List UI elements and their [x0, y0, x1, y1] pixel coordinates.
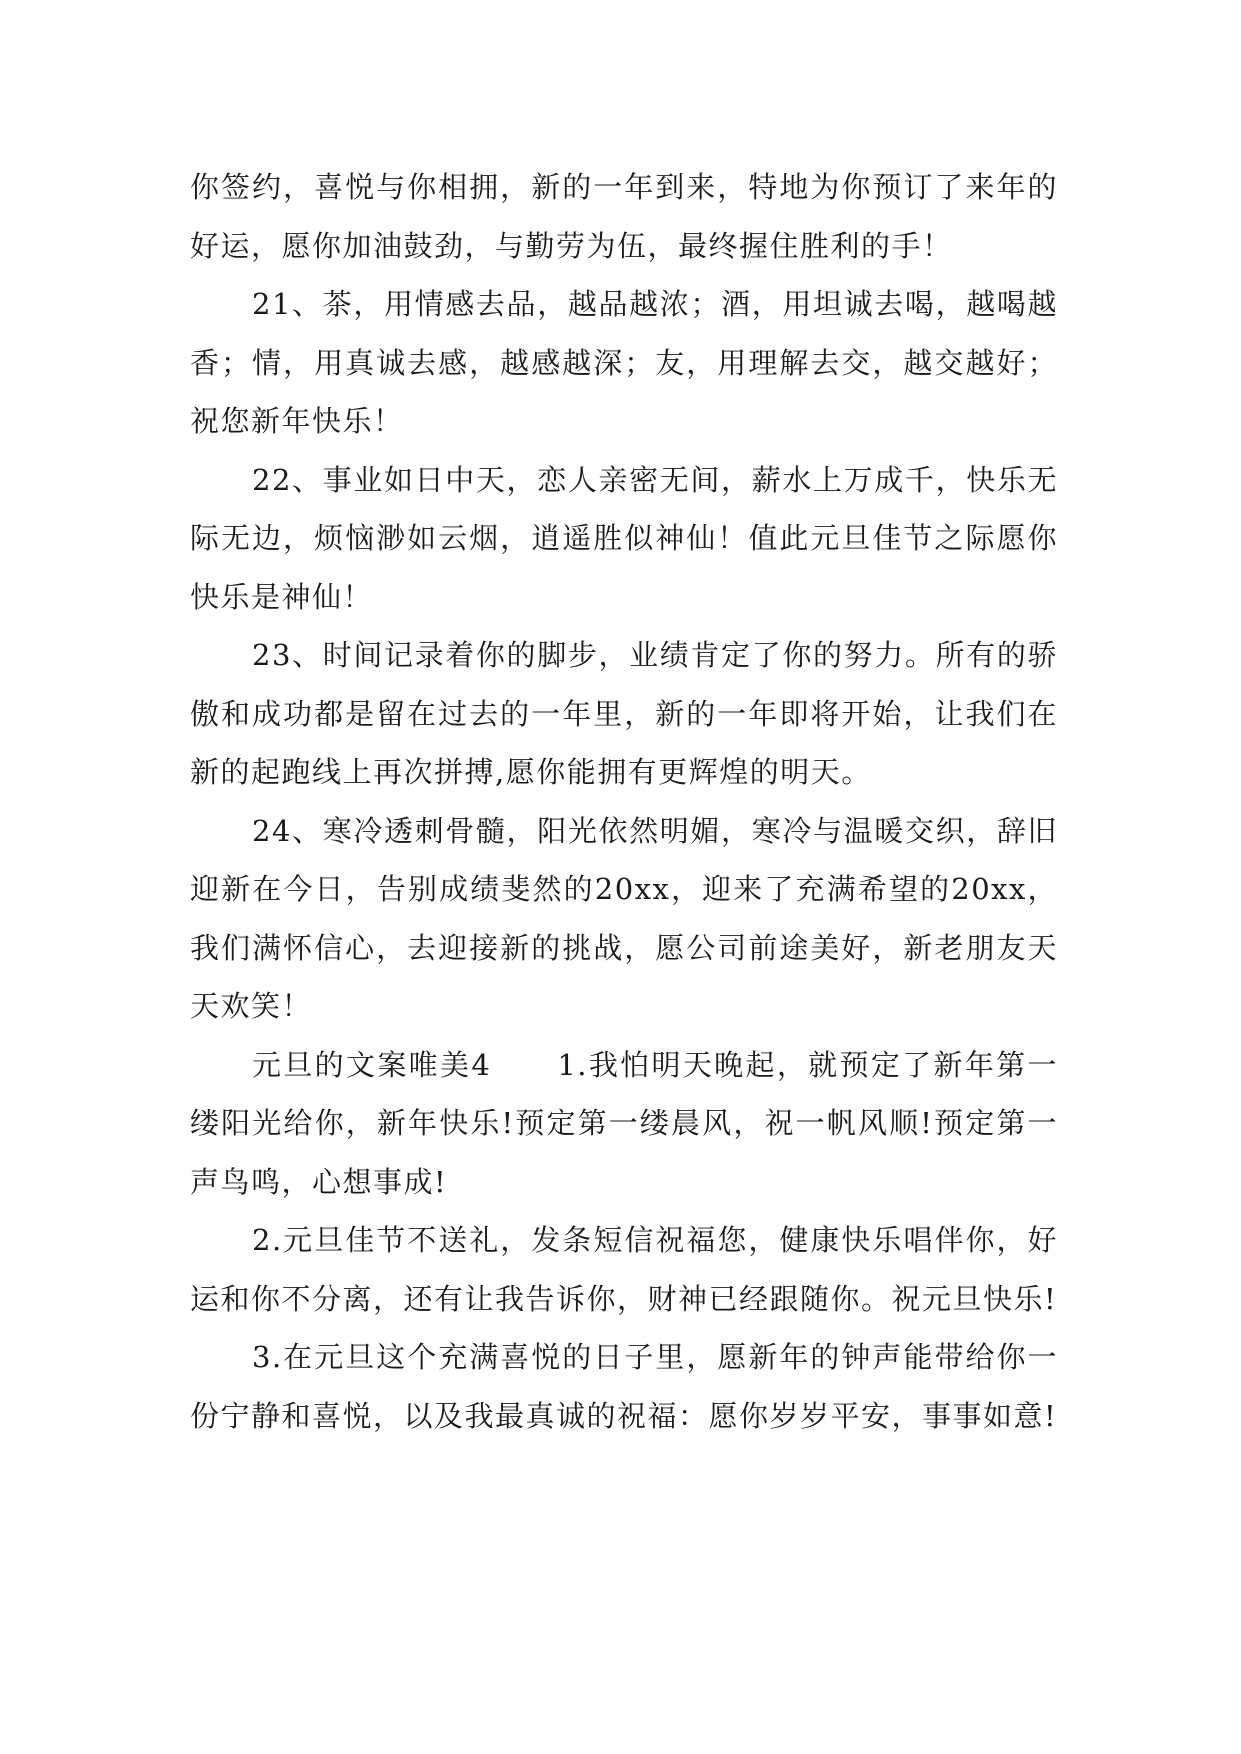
- document-page: [190, 158, 1058, 1445]
- paragraph-item-2: 2.元旦佳节不送礼，发条短信祝福您，健康快乐唱伴你，好运和你不分离，还有让我告诉你，财神已经跟随你。祝元旦快乐!: [190, 1223, 1058, 1316]
- paragraph-item-22: 22、事业如日中天，恋人亲密无间，薪水上万成千，快乐无际无边，烦恼渺如云烟，逍遥胜似神仙！值此元旦佳节之际愿你快乐是神仙！: [190, 462, 1058, 614]
- paragraph-item-21: 21、茶，用情感去品，越品越浓；酒，用坦诚去喝，越喝越香；情，用真诚去感，越感越深；友，用理解去交，越交越好；祝您新年快乐！: [190, 287, 1058, 438]
- section-paragraph: [190, 1036, 1058, 1212]
- section-heading: 元旦的文案唯美4: [252, 1047, 492, 1082]
- section-first-item: 1.我怕明天晚起，就预定了新年第一缕阳光给你，新年快乐!预定第一缕晨风，祝一帆风顺!预定第一声鸟鸣，心想事成!: [190, 1047, 1059, 1199]
- paragraph-item-3: 3.在元旦这个充满喜悦的日子里，愿新年的钟声能带给你一份宁静和喜悦，以及我最真诚的祝福：愿你岁岁平安，事事如意!: [190, 1340, 1058, 1433]
- paragraph-item-24: 24、寒冷透刺骨髓，阳光依然明媚，寒冷与温暖交织，辞旧迎新在今日，告别成绩斐然的20xx，迎来了充满希望的20xx，我们满怀信心，去迎接新的挑战，愿公司前途美好，新老朋友天天欢笑！: [190, 813, 1058, 1023]
- paragraph-item-23: 23、时间记录着你的脚步，业绩肯定了你的努力。所有的骄傲和成功都是留在过去的一年里，新的一年即将开始，让我们在新的起跑线上再次拼搏,愿你能拥有更辉煌的明天。: [190, 638, 1058, 789]
- paragraph-continuation: 你签约，喜悦与你相拥，新的一年到来，特地为你预订了来年的好运，愿你加油鼓劲，与勤劳为伍，最终握住胜利的手！: [190, 170, 1058, 263]
